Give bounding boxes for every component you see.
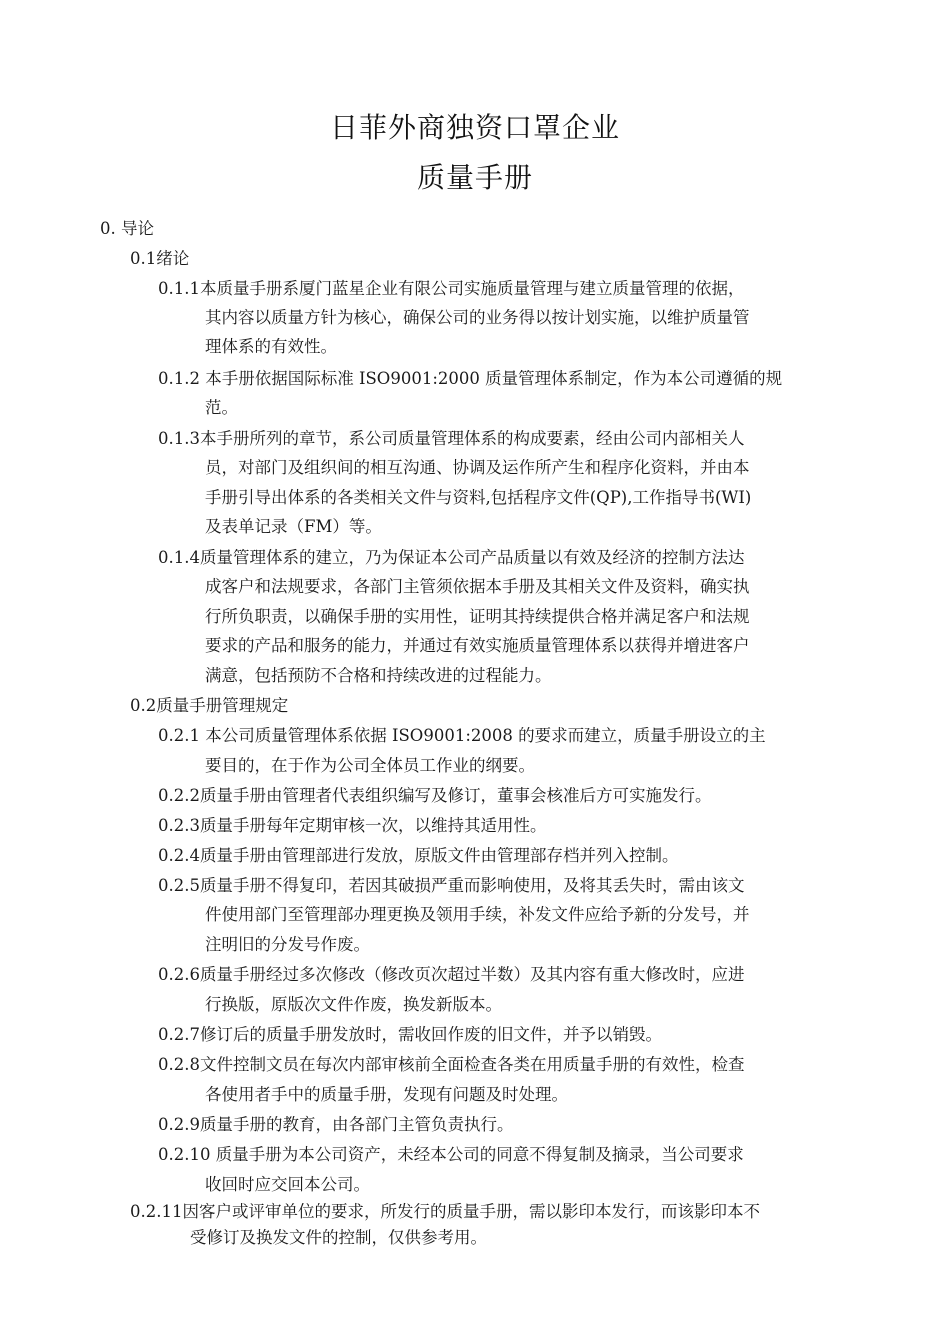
text-line: 手册引导出体系的各类相关文件与资料,包括程序文件(QP),工作指导书(WI) [205,488,752,507]
text-line: 行换版，原版次文件作废，换发新版本。 [205,995,502,1014]
text-line: 0.2.9质量手册的教育，由各部门主管负责执行。 [158,1115,514,1134]
document-title: 日菲外商独资口罩企业 [329,111,620,144]
text-line: 注明旧的分发号作废。 [205,935,370,954]
text-line: 0. 导论 [100,219,154,238]
text-line: 成客户和法规要求，各部门主管须依据本手册及其相关文件及资料，确实执 [205,577,750,596]
text-line: 员，对部门及组织间的相互沟通、协调及运作所产生和程序化资料，并由本 [205,458,750,477]
text-line: 受修订及换发文件的控制，仅供参考用。 [190,1228,487,1247]
text-line: 件使用部门至管理部办理更换及领用手续，补发文件应给予新的分发号，并 [205,905,750,924]
text-line: 0.1绪论 [130,249,190,268]
text-line: 0.2.10 质量手册为本公司资产，未经本公司的同意不得复制及摘录，当公司要求 [158,1145,744,1164]
text-line: 各使用者手中的质量手册，发现有问题及时处理。 [205,1085,568,1104]
text-line: 0.2.6质量手册经过多次修改（修改页次超过半数）及其内容有重大修改时，应进 [158,965,745,984]
text-line: 及表单记录（FM）等。 [205,517,382,536]
text-line: 0.2.5质量手册不得复印，若因其破损严重而影响使用，及将其丢失时，需由该文 [158,876,745,895]
text-line: 0.2.2质量手册由管理者代表组织编写及修订，董事会核准后方可实施发行。 [158,786,712,805]
text-line: 理体系的有效性。 [205,337,337,356]
text-line: 0.2.11因客户或评审单位的要求，所发行的质量手册，需以影印本发行，而该影印本不 [130,1202,760,1221]
text-line: 收回时应交回本公司。 [205,1175,370,1194]
text-line: 0.2.7修订后的质量手册发放时，需收回作废的旧文件，并予以销毁。 [158,1025,662,1044]
text-line: 0.1.3本手册所列的章节，系公司质量管理体系的构成要素，经由公司内部相关人 [158,429,745,448]
text-line: 0.2.8文件控制文员在每次内部审核前全面检查各类在用质量手册的有效性，检查 [158,1055,745,1074]
text-line: 行所负职责，以确保手册的实用性，证明其持续提供合格并满足客户和法规 [205,607,750,626]
text-line: 0.2.4质量手册由管理部进行发放，原版文件由管理部存档并列入控制。 [158,846,679,865]
text-line: 0.1.2 本手册依据国际标准 ISO9001:2000 质量管理体系制定，作为本公司遵循的规 [158,369,783,388]
text-line: 范。 [205,398,238,417]
document-subtitle: 质量手册 [416,161,533,194]
text-line: 0.1.1本质量手册系厦门蓝星企业有限公司实施质量管理与建立质量管理的依据， [158,279,745,298]
text-line: 要目的，在于作为公司全体员工作业的纲要。 [205,756,535,775]
text-line: 要求的产品和服务的能力，并通过有效实施质量管理体系以获得并增进客户 [205,636,750,655]
text-line: 0.2.3质量手册每年定期审核一次，以维持其适用性。 [158,816,547,835]
text-line: 0.2.1 本公司质量管理体系依据 ISO9001:2008 的要求而建立，质量手册设立的主 [158,726,766,745]
text-line: 0.2质量手册管理规定 [130,696,289,715]
text-line: 满意，包括预防不合格和持续改进的过程能力。 [205,666,552,685]
text-line: 其内容以质量方针为核心，确保公司的业务得以按计划实施，以维护质量管 [205,308,750,327]
text-line: 0.1.4质量管理体系的建立，乃为保证本公司产品质量以有效及经济的控制方法达 [158,548,745,567]
